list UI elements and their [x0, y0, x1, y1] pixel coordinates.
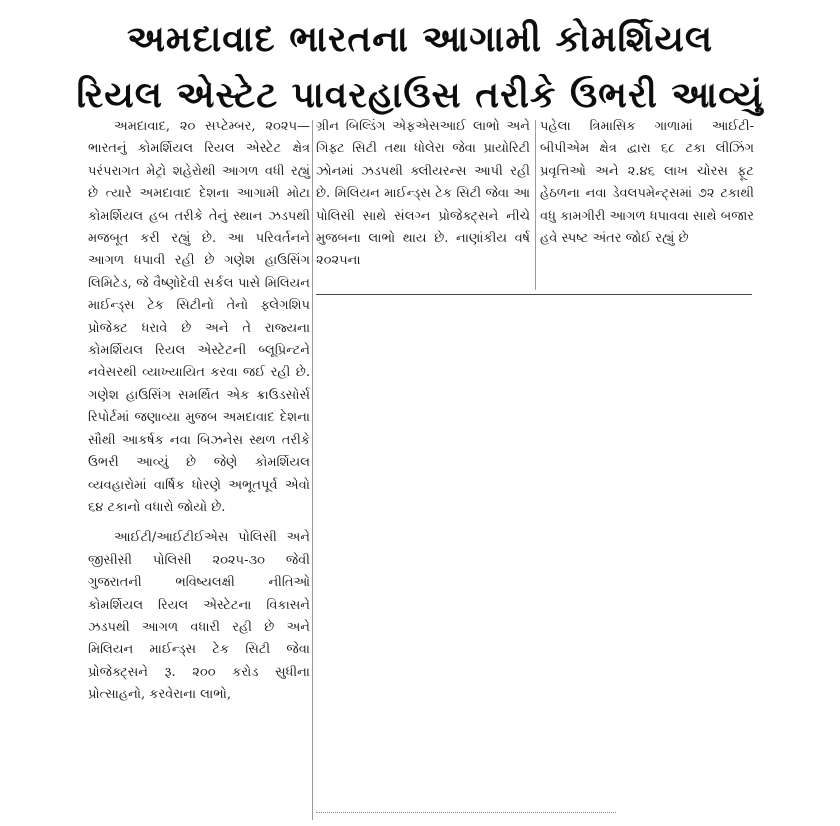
section-end-rule [316, 294, 752, 295]
headline-line-2: રિયલ એસ્ટેટ પાવરહાઉસ તરીકે ઉભરી આવ્યું [76, 75, 764, 116]
article-column-3 [540, 116, 754, 250]
column-divider-1 [312, 120, 313, 820]
column-divider-2 [535, 120, 536, 290]
bottom-dotted-rule [316, 812, 616, 816]
column-3-paragraph-1: પહેલા ત્રિમાસિક ગાળામાં આઈટી-બીપીએમ ક્ષેત્ર દ્વારા ૬૮ ટકા લીઝિંગ પ્રવૃત્તિઓ અને ૨.૪૬ લાખ ચોરસ ફૂટ હેઠળના નવા ડેવલપમેન્ટ્સમાં ૭૨ ટકાથી વધુ કામગીરી આગળ ધપાવવા સાથે બજાર હવે સ્પષ્ટ અંતર જોઈ રહ્યું છે [540, 119, 754, 247]
article-column-1 [88, 116, 310, 707]
headline-line-1: અમદાવાદ ભારતના આગામી કોમર્શિયલ [126, 19, 714, 60]
column-2-paragraph-1: ગ્રીન બિલ્ડિંગ એફએસઆઈ લાભો અને ગિફ્ટ સિટી તથા ધોલેરા જેવા પ્રાયોરિટી ઝોનમાં ઝડપથી ક્લીયરન્સ આપી રહી છે. મિલિયન માઈન્ડ્સ ટેક સિટી જેવા આ પોલિસી સાથે સંલગ્ન પ્રોજેક્ટ્સને નીચે મુજબના લાભો થાય છે. નાણાંકીય વર્ષ ૨૦૨૫ના [316, 119, 530, 269]
column-1-paragraph-1: અમદાવાદ, ૨૦ સપ્ટેમ્બર, ૨૦૨૫—ભારતનું કોમર્શિયલ રિયલ એસ્ટેટ ક્ષેત્ર પરંપરાગત મેટ્રો શહેરોથી આગળ વધી રહ્યું છે ત્યારે અમદાવાદ દેશના આગામી મોટા કોમર્શિયલ હબ તરીકે તેનું સ્થાન ઝડપથી મજબૂત કરી રહ્યું છે. આ પરિવર્તનને આગળ ધપાવી રહી છે ગણેશ હાઉસિંગ લિમિટેડ, જે વૈષ્ણોદેવી સર્કલ પાસે મિલિયન માઈન્ડ્સ ટેક સિટીનો તેનો ફ્લેગશિપ પ્રોજેક્ટ ધરાવે છે અને તે રાજ્યના કોમર્શિયલ રિયલ એસ્ટેટની બ્લૂપ્રિન્ટને નવેસરથી વ્યાખ્યાયિત કરવા જઈ રહી છે. ગણેશ હાઉસિંગ સમર્થિત એક ક્રાઉડસોર્સ રિપોર્ટમાં જણાવ્યા મુજબ અમદાવાદ દેશના સૌથી આકર્ષક નવા બિઝનેસ સ્થળ તરીકે ઉભરી આવ્યું છે જેણે કોમર્શિયલ વ્યવહારોમાં વાર્ષિક ધોરણે અભૂતપૂર્વ એવો ૬૪ ટકાનો વધારો જોયો છે. [88, 119, 310, 515]
article-column-2 [316, 116, 530, 273]
column-1-paragraph-2: આઈટી/આઈટીઈએસ પોલિસી અને જીસીસી પોલિસી ૨૦૨૫-૩૦ જેવી ગુજરાતની ભવિષ્યલક્ષી નીતિઓ કોમર્શિયલ રિયલ એસ્ટેટના વિકાસને ઝડપથી આગળ વધારી રહી છે અને મિલિયન માઈન્ડ્સ ટેક સિટી જેવા પ્રોજેક્ટ્સને રૂ. ૨૦૦ કરોડ સુધીના પ્રોત્સાહનો, કરવેરાના લાભો, [88, 530, 310, 703]
